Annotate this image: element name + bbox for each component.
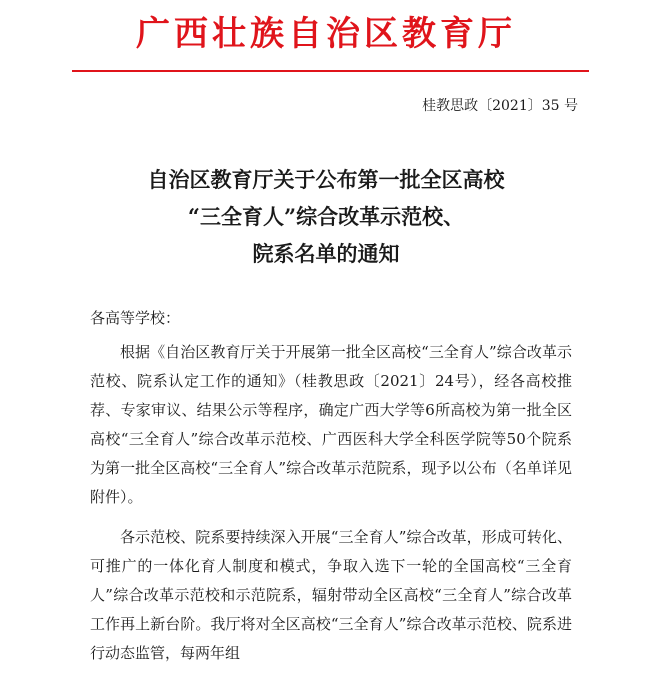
masthead-org-name: 广西壮族自治区教育厅 xyxy=(136,14,516,54)
body-text xyxy=(90,338,572,679)
title-line-1: 自治区教育厅关于公布第一批全区高校 xyxy=(147,167,505,192)
title-line-3: 院系名单的通知 xyxy=(252,241,400,266)
document-number: 桂教思政〔2021〕35 号 xyxy=(422,98,578,114)
title-line-2: “三全育人”综合改革示范校、 xyxy=(187,204,465,229)
body-paragraph-1: 根据《自治区教育厅关于开展第一批全区高校“三全育人”综合改革示范校、院系认定工作的通知》（桂教思政〔2021〕24号），经各高校推荐、专家审议、结果公示等程序，确定广西大学等6所高校为第一批全区高校“三全育人”综合改革示范校、广西医科大学全科医学院等50个院系为第一批全区高校“三全育人”综合改革示范院系，现予以公布（名单详见附件）。 xyxy=(90,343,572,506)
document-title xyxy=(0,161,652,272)
body-paragraph-2: 各示范校、院系要持续深入开展“三全育人”综合改革，形成可转化、可推广的一体化育人制度和模式，争取入选下一轮的全国高校“三全育人”综合改革示范校和示范院系，辐射带动全区高校“三全育人”综合改革工作再上新台阶。我厅将对全区高校“三全育人”综合改革示范校、院系进行动态监管，每两年组 xyxy=(90,528,572,662)
masthead-red-rule xyxy=(72,70,589,72)
salutation: 各高等学校： xyxy=(90,309,181,327)
